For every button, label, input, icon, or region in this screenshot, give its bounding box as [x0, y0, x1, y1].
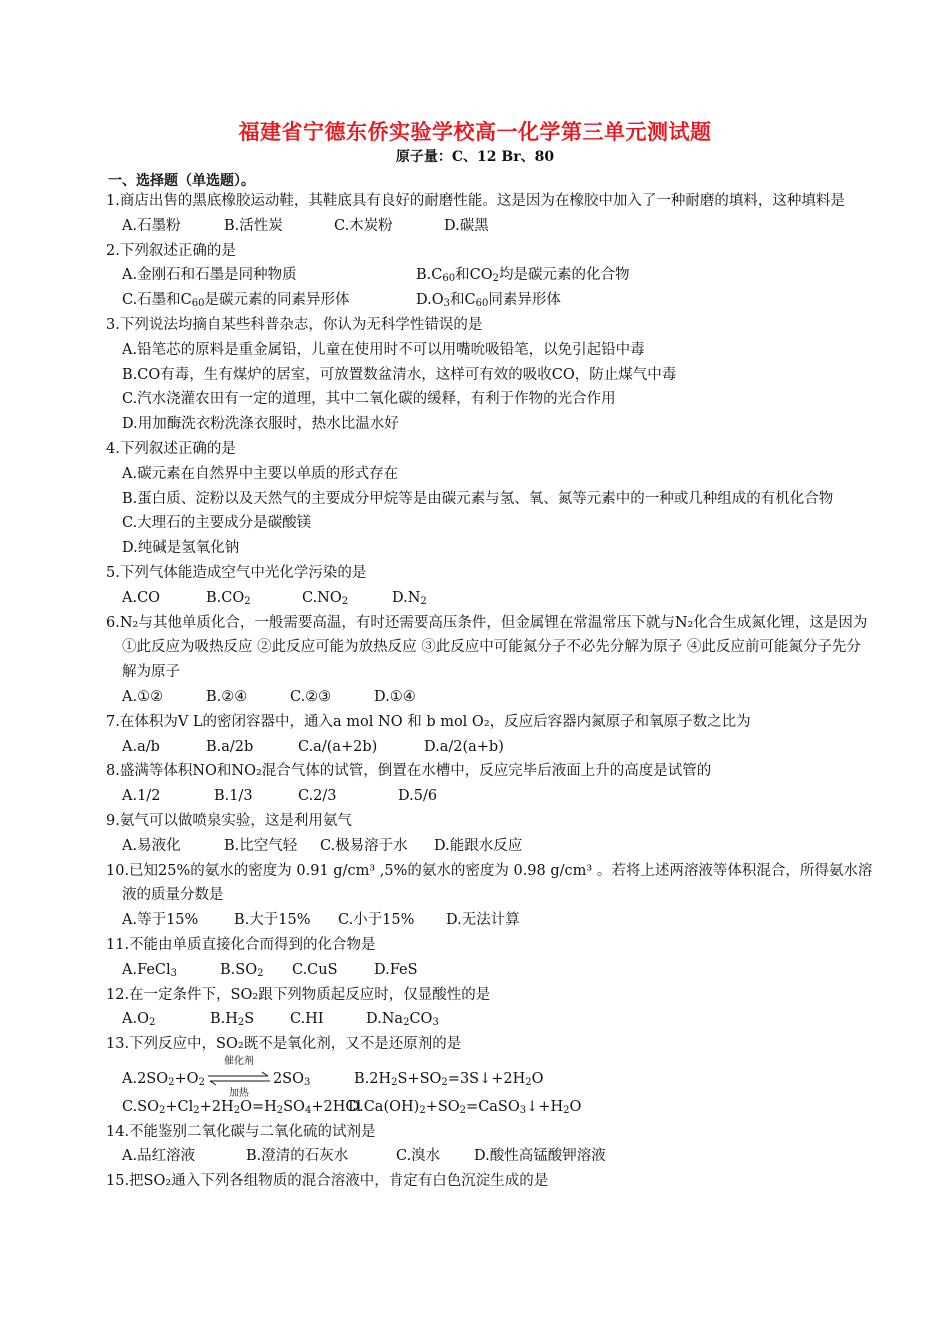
option: B.a/2b: [206, 738, 254, 755]
option: A.FeCl$_3$: [122, 961, 178, 979]
question-list: [106, 189, 874, 1194]
option: D.a/2(a+b): [424, 738, 504, 755]
option: B.蛋白质、淀粉以及天然气的主要成分甲烷等是由碳元素与氢、氧、氮等元素中的一种或几种组成的有机化合物: [122, 490, 834, 507]
option: A.①②: [122, 688, 164, 705]
question-7: [106, 710, 874, 760]
question-stem: 10.已知25%的氨水的密度为 0.91 g/cm³ ,5%的氨水的密度为 0.98 g/cm³ 。若将上述两溶液等体积混合，所得氨水溶液的质量分数是: [106, 862, 873, 904]
options-row: [106, 1007, 874, 1032]
option: $A.2SO_2+O_2$ 催化剂 加热 $2SO_3$: [122, 1055, 311, 1099]
option: C.CuS: [292, 961, 338, 978]
question-stem: 4.下列叙述正确的是: [106, 440, 236, 457]
question-stem: 8.盛满等体积NO和NO₂混合气体的试管，倒置在水槽中，反应完毕后液面上升的高度是试管的: [106, 763, 712, 780]
option: $A.O_2$: [122, 1011, 156, 1029]
option: $C.SO_2+Cl_2+2H_2O=H_2SO_4+2HCl$: [122, 1098, 362, 1116]
section-heading: 一、选择题（单选题）。: [108, 173, 255, 189]
options-row: [106, 263, 874, 288]
option: C.溴水: [396, 1148, 441, 1165]
option: $B.C_{60}$和$CO_2$均是碳元素的化合物: [416, 267, 630, 285]
question-6: [106, 611, 874, 710]
option: C.小于15%: [338, 912, 415, 929]
option: C.大理石的主要成分是碳酸镁: [122, 515, 312, 532]
option: C.2/3: [298, 788, 337, 805]
option: D.碳黑: [444, 217, 489, 234]
option: A.CO: [122, 589, 161, 606]
atomic-mass-line: 原子量：C、12 Br、80: [395, 149, 555, 165]
option: $B.SO_2$: [220, 961, 264, 979]
option: $C.NO_2$: [302, 589, 349, 607]
question-14: [106, 1120, 874, 1170]
option: C.石墨和$C_{60}$是碳元素的同素异形体: [122, 292, 350, 310]
option: A.等于15%: [122, 912, 199, 929]
question-13: [106, 1032, 874, 1120]
option: D.用加酶洗衣粉洗涤衣服时，热水比温水好: [122, 416, 399, 433]
question-stem: 13.下列反应中，SO₂既不是氧化剂，又不是还原剂的是: [106, 1036, 462, 1053]
option: B.大于15%: [234, 912, 311, 929]
option: C.极易溶于水: [320, 837, 408, 854]
question-stem: 15.把SO₂通入下列各组物质的混合溶液中，肯定有白色沉淀生成的是: [106, 1173, 549, 1190]
question-stem: 3.下列说法均摘自某些科普杂志，你认为无科学性错误的是: [106, 316, 483, 333]
option: D.酸性高锰酸钾溶液: [474, 1148, 606, 1165]
option: A.易液化: [122, 837, 181, 854]
page-title: 福建省宁德东侨实验学校高一化学第三单元测试题: [238, 119, 712, 144]
option: A.石墨粉: [122, 217, 181, 234]
option: $D.O_3$和$C_{60}$同素异形体: [416, 292, 561, 310]
question-stem: 12.在一定条件下，SO₂跟下列物质起反应时，仅显酸性的是: [106, 986, 491, 1003]
option: $D.Ca(OH)_2+SO_2=CaSO_3↓+H_2O$: [348, 1098, 582, 1116]
question-stem: 6.N₂与其他单质化合，一般需要高温，有时还需要高压条件，但金属锂在常温常压下就与N₂化合生成氮化锂，这是因为①此反应为吸热反应 ②此反应可能为放热反应 ③此反应中可能氮分子不必先分解为原子 ④此反应前可能氮分子先分解为原子: [106, 614, 868, 681]
question-9: [106, 809, 874, 859]
option: A.碳元素在自然界中主要以单质的形式存在: [122, 465, 399, 482]
option: D.5/6: [398, 788, 438, 805]
option: D.无法计算: [446, 912, 520, 929]
option: D.纯碱是氢氧化钠: [122, 540, 240, 557]
option: $D.N_2$: [392, 589, 427, 607]
option: A.金刚石和石墨是同种物质: [122, 267, 297, 284]
question-stem: 2.下列叙述正确的是: [106, 242, 236, 259]
option: B.②④: [206, 688, 248, 705]
question-stem: 5.下列气体能造成空气中光化学污染的是: [106, 564, 367, 581]
options-row: [106, 586, 874, 611]
question-11: [106, 933, 874, 983]
option: A.a/b: [122, 738, 160, 755]
question-5: [106, 561, 874, 611]
question-4: [106, 437, 874, 561]
option: A.品红溶液: [122, 1148, 196, 1165]
options-row: [106, 908, 874, 933]
options-row: [106, 288, 874, 313]
option: D.能跟水反应: [434, 837, 523, 854]
options-row: [106, 214, 874, 239]
option: A.铅笔芯的原料是重金属铅，儿童在使用时不可以用嘴吮吸铅笔，以免引起铅中毒: [122, 341, 645, 358]
options-row: [106, 685, 874, 710]
reversible-arrow-icon: 催化剂 加热: [206, 1070, 272, 1088]
question-3: [106, 313, 874, 437]
question-2: [106, 239, 874, 313]
options-row: [106, 834, 874, 859]
option: B.活性炭: [224, 217, 283, 234]
question-1: [106, 189, 874, 239]
question-stem: 14.不能鉴别二氧化碳与二氧化硫的试剂是: [106, 1123, 376, 1140]
option: B.CO有毒，生有煤炉的居室，可放置数盆清水，这样可有效的吸收CO，防止煤气中毒: [122, 366, 677, 383]
options-row: [106, 735, 874, 760]
option: C.②③: [290, 688, 332, 705]
option: $B.CO_2$: [206, 589, 251, 607]
option: D.①④: [374, 688, 416, 705]
question-15: [106, 1169, 874, 1194]
question-stem: 11.不能由单质直接化合而得到的化合物是: [106, 936, 376, 953]
option: B.1/3: [214, 788, 253, 805]
question-10: [106, 859, 874, 933]
equation-row: [106, 1055, 874, 1099]
option: $B.H_2S$: [210, 1011, 255, 1029]
option: C.HI: [290, 1011, 324, 1028]
question-12: [106, 983, 874, 1033]
option: $D.Na_2CO_3$: [366, 1011, 439, 1029]
option: B.澄清的石灰水: [246, 1148, 349, 1165]
option: A.1/2: [122, 788, 161, 805]
option: $B.2H_2S+SO_2=3S↓+2H_2O$: [354, 1070, 544, 1088]
options-row: [106, 958, 874, 983]
option: D.FeS: [374, 961, 418, 978]
question-stem: 9.氨气可以做喷泉实验，这是利用氨气: [106, 812, 352, 829]
options-row: [106, 1144, 874, 1169]
option: B.比空气轻: [224, 837, 298, 854]
question-stem: 7.在体积为V L的密闭容器中，通入a mol NO 和 b mol O₂，反应后容器内氮原子和氧原子数之比为: [106, 713, 751, 730]
options-row: [106, 784, 874, 809]
option: C.汽水浇灌农田有一定的道理，其中二氧化碳的缓释，有利于作物的光合作用: [122, 391, 616, 408]
question-8: [106, 759, 874, 809]
option: C.木炭粉: [334, 217, 393, 234]
question-stem: 1.商店出售的黑底橡胶运动鞋，其鞋底具有良好的耐磨性能。这是因为在橡胶中加入了一种耐磨的填料，这种填料是: [106, 193, 845, 209]
option: C.a/(a+2b): [298, 738, 378, 755]
